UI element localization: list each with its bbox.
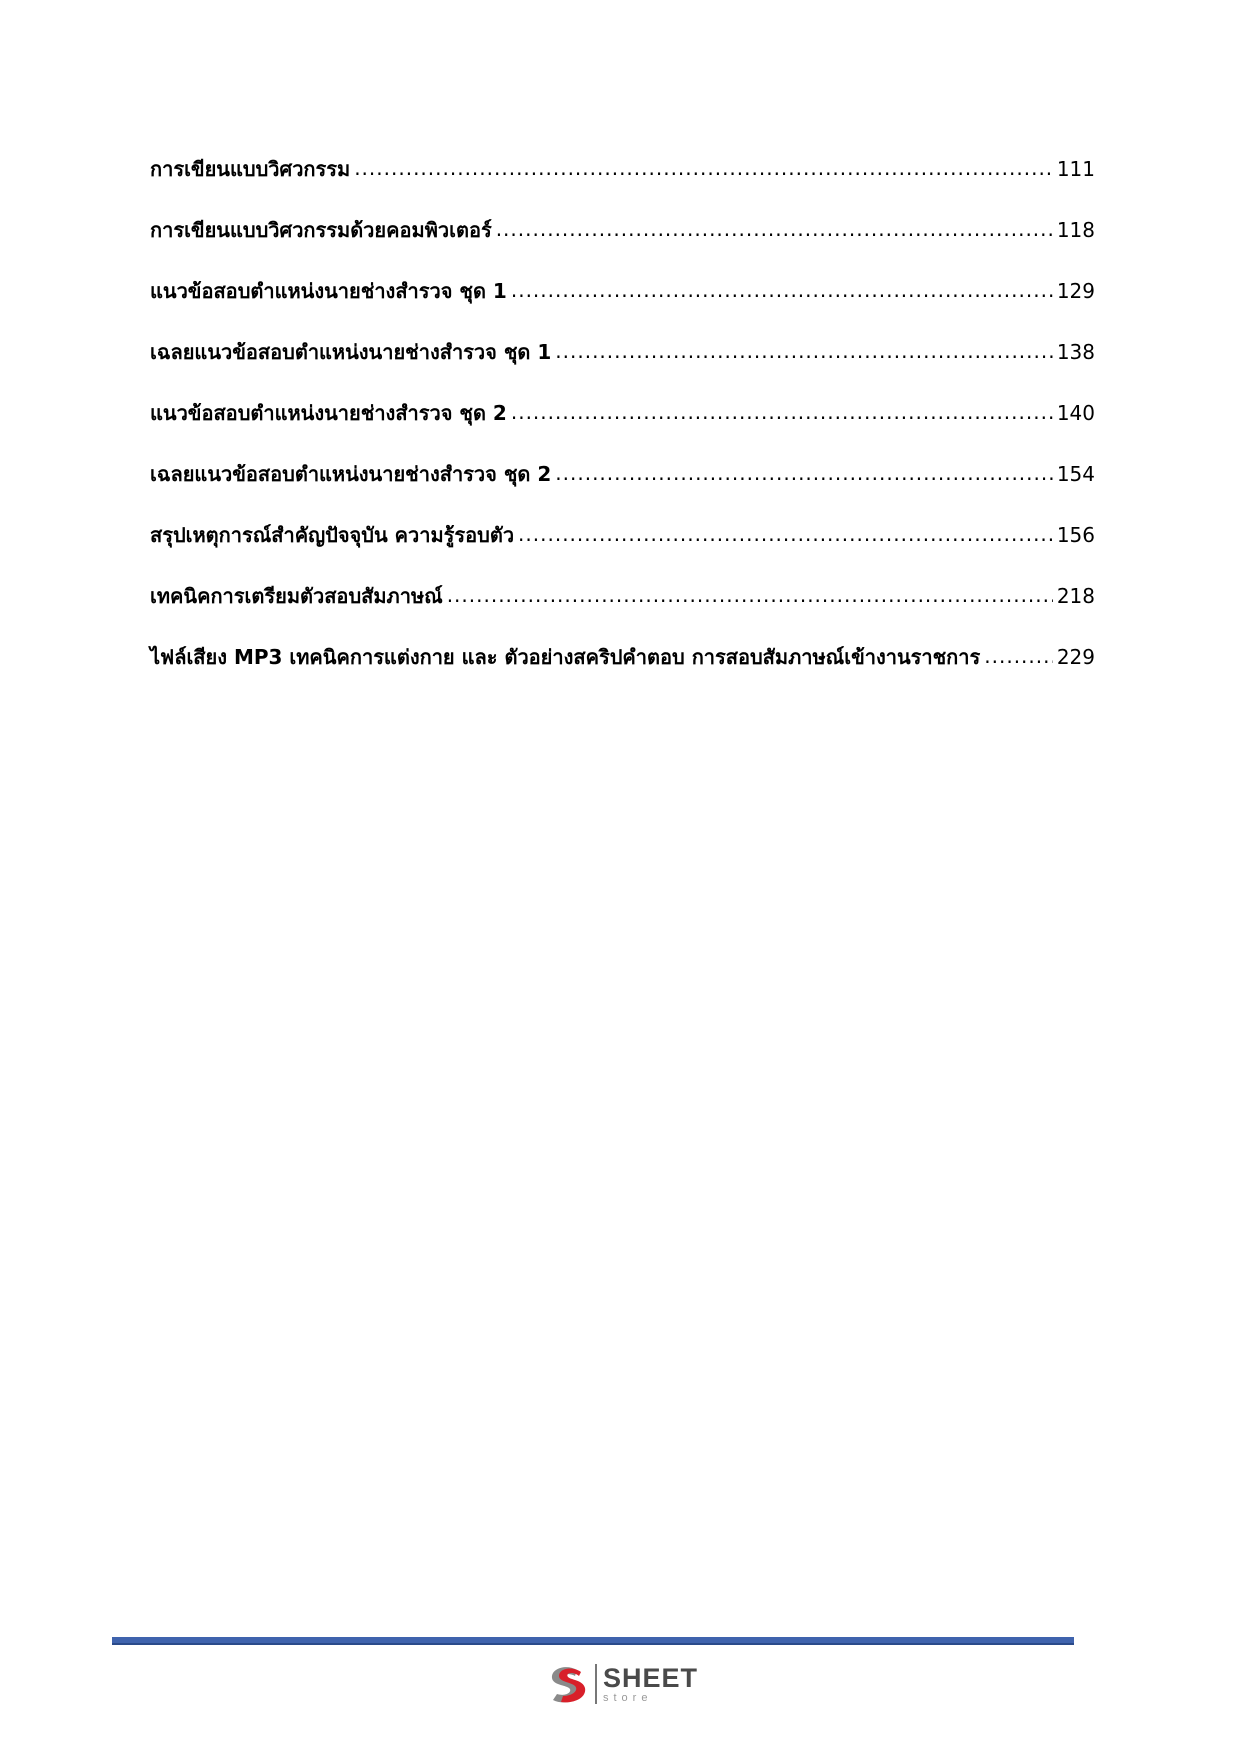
toc-leader-dots — [984, 644, 1053, 664]
toc-entry-page: 118 — [1056, 218, 1095, 242]
toc-entry-page: 140 — [1056, 401, 1095, 425]
toc-entry[interactable] — [150, 580, 1095, 641]
toc-entry[interactable] — [150, 641, 1095, 702]
toc-leader-dots — [511, 278, 1053, 298]
toc-entry-page: 129 — [1056, 279, 1095, 303]
sheet-store-logo-icon — [543, 1660, 591, 1708]
toc-entry-title: สรุปเหตุการณ์สำคัญปัจจุบัน ความรู้รอบตัว — [150, 523, 515, 547]
toc-leader-dots — [354, 156, 1053, 176]
toc-entry-title: การเขียนแบบวิศวกรรม — [150, 157, 351, 181]
logo-separator — [595, 1664, 597, 1704]
toc-entry-title: แนวข้อสอบตำแหน่งนายช่างสำรวจ ชุด 2 — [150, 401, 507, 425]
toc-entry-page: 138 — [1056, 340, 1095, 364]
toc-entry-title: ไฟล์เสียง MP3 เทคนิคการแต่งกาย และ ตัวอย่างสคริปคำตอบ การสอบสัมภาษณ์เข้างานราชการ — [150, 645, 981, 669]
toc-entry[interactable] — [150, 336, 1095, 397]
toc-entry-title: การเขียนแบบวิศวกรรมด้วยคอมพิวเตอร์ — [150, 218, 492, 242]
toc-leader-dots — [555, 339, 1053, 359]
toc-entry[interactable] — [150, 458, 1095, 519]
footer-divider — [112, 1637, 1074, 1645]
toc-entry-page: 229 — [1056, 645, 1095, 669]
toc-entry[interactable] — [150, 214, 1095, 275]
toc-entry-page: 218 — [1056, 584, 1095, 608]
toc-entry[interactable] — [150, 153, 1095, 214]
toc-entry-title: เฉลยแนวข้อสอบตำแหน่งนายช่างสำรวจ ชุด 2 — [150, 462, 552, 486]
toc-entry[interactable] — [150, 519, 1095, 580]
toc-leader-dots — [555, 461, 1053, 481]
toc-entry-title: แนวข้อสอบตำแหน่งนายช่างสำรวจ ชุด 1 — [150, 279, 507, 303]
toc-entry[interactable] — [150, 397, 1095, 458]
toc-leader-dots — [496, 217, 1053, 237]
toc-entry[interactable] — [150, 275, 1095, 336]
toc-entry-title: เทคนิคการเตรียมตัวสอบสัมภาษณ์ — [150, 584, 443, 608]
toc-entry-title: เฉลยแนวข้อสอบตำแหน่งนายช่างสำรวจ ชุด 1 — [150, 340, 552, 364]
footer-logo — [543, 1660, 698, 1708]
toc-leader-dots — [447, 583, 1053, 603]
toc-entry-page: 111 — [1056, 157, 1095, 181]
toc-leader-dots — [511, 400, 1053, 420]
table-of-contents — [150, 153, 1095, 702]
logo-wordmark: SHEET — [603, 1662, 699, 1693]
toc-entry-page: 156 — [1056, 523, 1095, 547]
logo-subtitle: store — [603, 1691, 653, 1704]
toc-entry-page: 154 — [1056, 462, 1095, 486]
toc-leader-dots — [518, 522, 1053, 542]
logo-text — [603, 1662, 699, 1704]
